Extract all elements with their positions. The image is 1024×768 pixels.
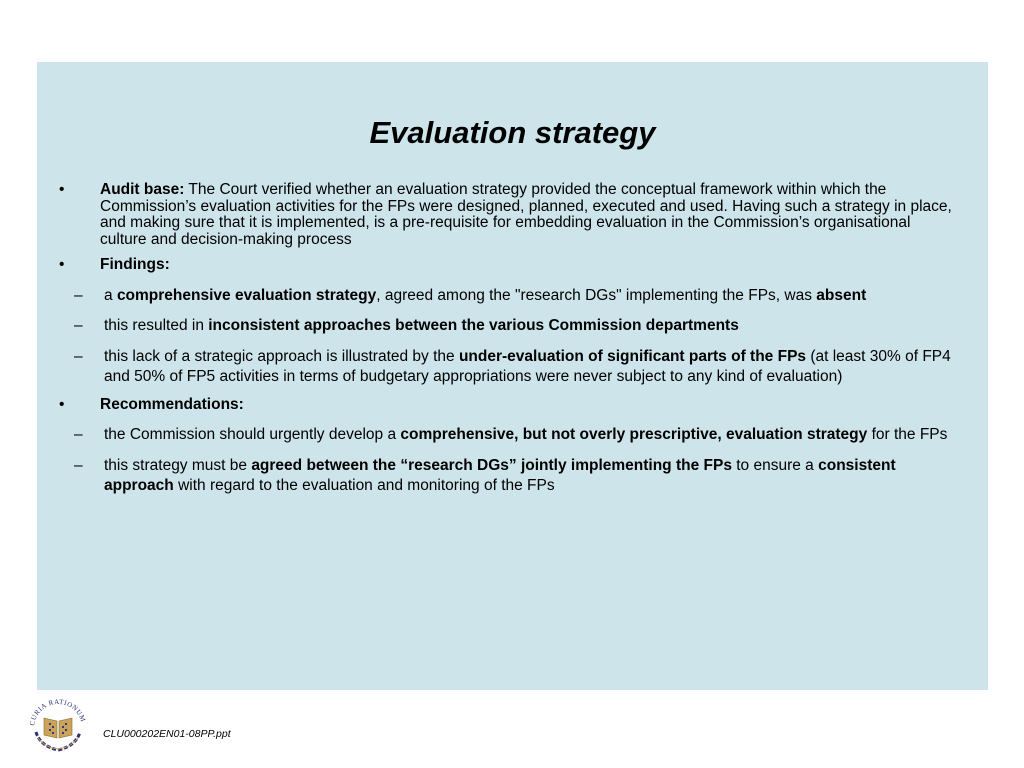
finding-emphasis: absent	[816, 286, 867, 304]
dash-marker: –	[74, 317, 83, 334]
bullet-recommendations	[59, 397, 959, 497]
finding-item	[59, 347, 959, 388]
dash-marker: –	[74, 347, 83, 365]
recommendation-text: with regard to the evaluation and monitoring of the FPs	[173, 477, 555, 494]
findings-list	[59, 286, 959, 388]
document-code: CLU000202EN01-08PP.ppt	[103, 728, 231, 740]
bullet-marker: •	[59, 181, 65, 198]
recommendation-emphasis: consistent approach	[104, 456, 896, 494]
recommendation-text: this strategy must be	[104, 456, 252, 474]
bullet-findings	[59, 257, 959, 388]
recommendation-text: for the FPs	[867, 426, 948, 443]
finding-text: a	[104, 286, 117, 304]
slide-panel	[37, 62, 988, 690]
finding-text: this lack of a strategic approach is illustrated by the	[104, 347, 459, 365]
finding-text: (at least 30% of FP4 and 50% of FP5 activities in terms of budgetary appropriations were never subject to any kind of evaluation)	[104, 347, 951, 385]
recommendations-label: Recommendations:	[100, 395, 244, 413]
bullet-list	[59, 182, 959, 497]
finding-emphasis: comprehensive evaluation strategy	[116, 286, 377, 304]
finding-item	[59, 316, 959, 337]
bullet-marker: •	[59, 395, 65, 413]
slide-title: Evaluation strategy	[369, 115, 656, 150]
recommendation-text: to ensure a	[731, 456, 819, 474]
bullet-audit-base	[59, 182, 959, 248]
finding-item	[59, 286, 959, 307]
recommendation-text: the Commission should urgently develop a	[104, 426, 401, 443]
recommendation-emphasis: comprehensive, but not overly prescriptive, evaluation strategy	[400, 426, 868, 443]
svg-text:CURIA RATIONUM: CURIA RATIONUM	[28, 697, 88, 727]
recommendation-item	[59, 456, 959, 497]
audit-base-label: Audit base:	[100, 181, 185, 198]
dash-marker: –	[74, 426, 83, 443]
finding-text: , agreed among the "research DGs" implementing the FPs, was	[376, 286, 817, 304]
finding-emphasis: under-evaluation of significant parts of the FPs	[458, 347, 807, 365]
recommendation-item	[59, 425, 959, 446]
finding-emphasis: inconsistent approaches between the various Commission departments	[208, 317, 739, 334]
audit-base-text: The Court verified whether an evaluation strategy provided the conceptual framework within which the Commission’s evaluation activities for the FPs were designed, planned, executed and used. Having such a strategy in place, and making sure that it is implemented, is a pre-requisite for embedding evaluation in the Commission’s organisational culture and decision-making process	[100, 181, 952, 248]
bullet-marker: •	[59, 256, 65, 273]
recommendations-list	[59, 425, 959, 497]
recommendation-emphasis: agreed between the “research DGs” jointly implementing the FPs	[251, 456, 732, 474]
court-seal-icon	[26, 694, 90, 754]
dash-marker: –	[74, 456, 83, 474]
finding-text: this resulted in	[104, 317, 209, 334]
dash-marker: –	[74, 286, 83, 304]
findings-label: Findings:	[100, 256, 170, 273]
